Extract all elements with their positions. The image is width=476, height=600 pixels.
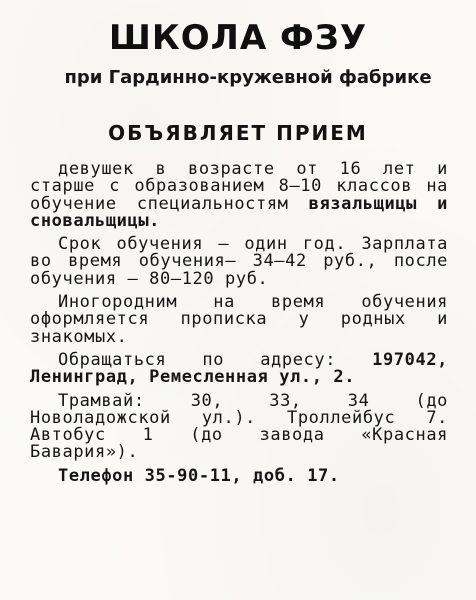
residence-paragraph: Иногородним на время обучения оформляется прописка у родных и знакомых. [30,292,448,347]
announcement-body [30,161,448,485]
school-title: ШКОЛА ФЗУ [108,18,368,58]
factory-subtitle: при Гардинно-кружевной фабрике [64,67,432,88]
contact-address: 197042, Ленинград, Ремесленная ул., 2. [30,349,448,388]
phone-paragraph [30,465,448,486]
training-paragraph: Срок обучения — один год. Зарплата во время обучения— 34—42 руб., после обучения — 80—120 руб. [30,234,448,289]
contact-text: Обращаться по адресу: [58,349,337,370]
admission-heading: ОБЪЯВЛЯЕТ ПРИЕМ [108,121,368,145]
admission-paragraph [30,161,448,230]
contact-paragraph [30,349,448,388]
specialties-text: вязальщицы и сновальщицы. [30,193,448,231]
transport-paragraph: Трамвай: 30, 33, 34 (до Новоладожской ул.). Троллейбус 7. Автобус 1 (до завода «Красная Бавария»). [30,390,448,463]
phone-text: Телефон 35-90-11, доб. 17. [58,465,340,486]
admission-text: девушек в возрасте от 16 лет и старше с образованием 8—10 классов на обучение специальностям [30,159,448,214]
